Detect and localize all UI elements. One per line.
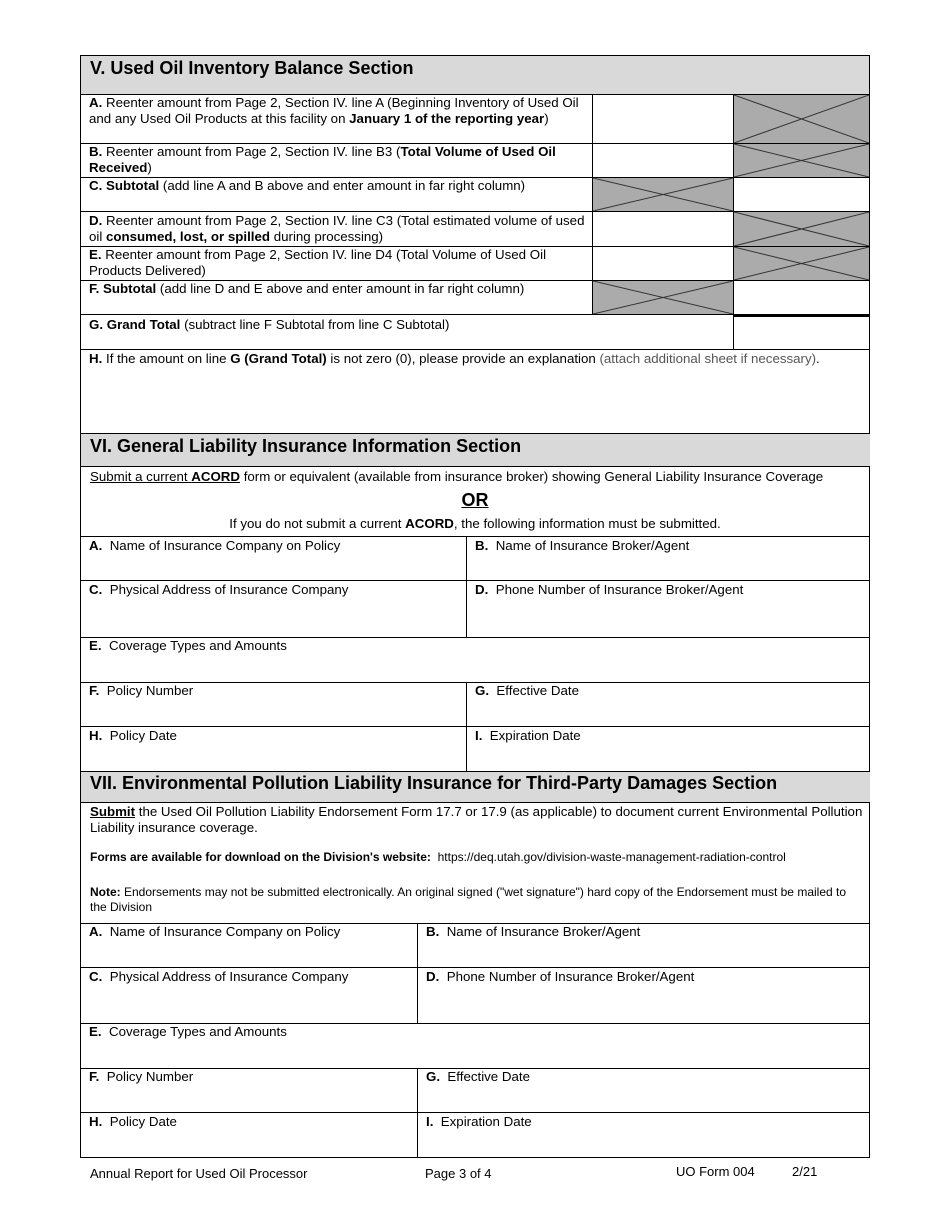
pl-policy-number-field[interactable]: F. Policy Number: [89, 1069, 194, 1084]
row-f-text: F. Subtotal (add line D and E above and enter amount in far right column): [89, 281, 525, 296]
row-b-amount-input[interactable]: [593, 144, 733, 177]
footer-form-number: UO Form 004: [676, 1164, 755, 1179]
shaded-cell-d: [734, 212, 869, 246]
section-7-header: [81, 772, 870, 802]
endorsement-note-text: Note: Endorsements may not be submitted electronically. An original signed ("wet signature") hard copy of the Endorsement must be mailed to the Division: [90, 885, 847, 914]
forms-download-text: Forms are available for download on the Division's website: https://deq.utah.gov/division-waste-management-radiation-control: [90, 850, 786, 864]
row-c-subtotal-input[interactable]: [734, 178, 869, 211]
gl-broker-agent-field[interactable]: B. Name of Insurance Broker/Agent: [475, 538, 690, 553]
section-6-header: [81, 434, 870, 466]
gl-policy-date-field[interactable]: H. Policy Date: [89, 728, 177, 743]
or-separator: OR: [461, 490, 489, 510]
row-e-amount-input[interactable]: [593, 247, 733, 280]
shaded-cell-c: [593, 178, 733, 211]
pl-policy-date-field[interactable]: H. Policy Date: [89, 1114, 177, 1129]
row-c-text: C. Subtotal (add line A and B above and enter amount in far right column): [89, 178, 526, 193]
section-6-title: VI. General Liability Insurance Information Section: [90, 436, 522, 456]
pl-broker-agent-field[interactable]: B. Name of Insurance Broker/Agent: [426, 924, 641, 939]
pl-broker-phone-field[interactable]: D. Phone Number of Insurance Broker/Agent: [426, 969, 695, 984]
row-f-subtotal-input[interactable]: [734, 281, 869, 314]
gl-broker-phone-field[interactable]: D. Phone Number of Insurance Broker/Agent: [475, 582, 744, 597]
section-5-title: V. Used Oil Inventory Balance Section: [90, 58, 414, 78]
pl-company-address-field[interactable]: C. Physical Address of Insurance Company: [89, 969, 349, 984]
gl-insurance-company-field[interactable]: A. Name of Insurance Company on Policy: [89, 538, 341, 553]
row-a-text: A. Reenter amount from Page 2, Section IV. line A (Beginning Inventory of Used Oil and any Used Oil Products at this facility on January 1 of the reporting year): [89, 95, 579, 126]
shaded-cell-f: [593, 281, 733, 314]
gl-policy-number-field[interactable]: F. Policy Number: [89, 683, 194, 698]
pollution-submit-text: Submit the Used Oil Pollution Liability Endorsement Form 17.7 or 17.9 (as applicable) to document current Environmental Pollution Liability insurance coverage.: [90, 804, 863, 835]
pl-insurance-company-field[interactable]: A. Name of Insurance Company on Policy: [89, 924, 341, 939]
shaded-cell-e: [734, 247, 869, 280]
footer-revision-date: 2/21: [792, 1164, 818, 1179]
row-b-text: B. Reenter amount from Page 2, Section IV. line B3 (Total Volume of Used Oil Received): [89, 144, 556, 175]
gl-expiration-date-field[interactable]: I. Expiration Date: [475, 728, 581, 743]
shaded-cell-a: [734, 95, 869, 143]
acord-intro-text: Submit a current ACORD form or equivalent (available from insurance broker) showing General Liability Insurance Coverage: [90, 469, 824, 484]
row-g-grand-total-input[interactable]: [734, 317, 869, 349]
pl-coverage-types-field[interactable]: E. Coverage Types and Amounts: [89, 1024, 287, 1039]
shaded-cell-b: [734, 144, 869, 177]
row-g-text: G. Grand Total (subtract line F Subtotal from line C Subtotal): [89, 317, 450, 332]
row-d-amount-input[interactable]: [593, 212, 733, 246]
acord-if-not-text: If you do not submit a current ACORD, the following information must be submitted.: [229, 516, 721, 531]
pl-effective-date-field[interactable]: G. Effective Date: [426, 1069, 530, 1084]
row-a-amount-input[interactable]: [593, 95, 733, 143]
gl-company-address-field[interactable]: C. Physical Address of Insurance Company: [89, 582, 349, 597]
pl-expiration-date-field[interactable]: I. Expiration Date: [426, 1114, 532, 1129]
gl-coverage-types-field[interactable]: E. Coverage Types and Amounts: [89, 638, 287, 653]
row-h-text: H. If the amount on line G (Grand Total) is not zero (0), please provide an explanation (attach additional sheet if necessary).: [89, 351, 820, 366]
row-d-text: D. Reenter amount from Page 2, Section IV. line C3 (Total estimated volume of used oil consumed, lost, or spilled during processing): [89, 213, 585, 244]
row-e-text: E. Reenter amount from Page 2, Section IV. line D4 (Total Volume of Used Oil Products Delivered): [89, 247, 547, 278]
division-website-link[interactable]: https://deq.utah.gov/division-waste-management-radiation-control: [430, 850, 786, 864]
section-5-header: [81, 56, 870, 94]
footer-report-title: Annual Report for Used Oil Processor: [90, 1166, 308, 1181]
section-7-title: VII. Environmental Pollution Liability Insurance for Third-Party Damages Section: [90, 773, 778, 793]
footer-page-number: Page 3 of 4: [425, 1166, 492, 1181]
row-h-explanation-input[interactable]: [81, 370, 869, 432]
gl-effective-date-field[interactable]: G. Effective Date: [475, 683, 579, 698]
